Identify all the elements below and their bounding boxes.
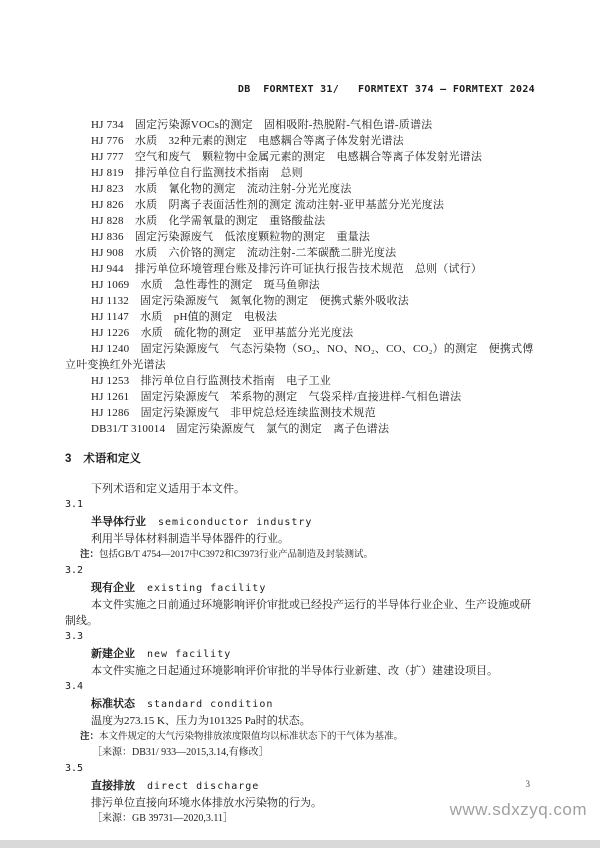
page-content [65,0,535,827]
term-name-zh: 新建企业 [91,648,135,660]
note-text: 本文件规定的大气污染物排放浓度限值均以标准状态下的干气体为基准。 [99,732,404,742]
term-title-line [65,645,535,663]
term-definition: 利用半导体材料制造半导体器件的行业。 [91,533,289,545]
term-3-4 [65,679,535,761]
reference-item: HJ 734 固定污染源VOCs的测定 固相吸附-热脱附-气相色谱-质谱法 [91,119,433,131]
note-label: 注： [80,731,100,742]
reference-item: HJ 836 固定污染源废气 低浓度颗粒物的测定 重量法 [91,231,371,243]
term-title-line [65,513,535,531]
reference-item: HJ 1286 固定污染源废气 非甲烷总烃连续监测技术规范 [91,407,376,419]
watermark-text: www.sdxzyq.com [449,800,587,819]
reference-item: DB31/T 310014 固定污染源废气 氯气的测定 离子色谱法 [91,423,390,435]
term-title-line [65,695,535,713]
term-name-en: semiconductor industry [158,517,313,528]
term-name-en: existing facility [147,583,267,594]
page-bottom-edge [0,840,600,848]
reference-item: HJ 1261 固定污染源废气 苯系物的测定 气袋采样/直接进样-气相色谱法 [91,391,462,403]
reference-item: HJ 1069 水质 急性毒性的测定 斑马鱼卵法 [91,279,320,291]
reference-item: HJ 1147 水质 pH值的测定 电极法 [91,311,278,323]
section-intro: 下列术语和定义适用于本文件。 [91,483,245,495]
term-name-en: standard condition [147,699,274,710]
term-definition: 本文件实施之日前通过环境影响评价审批或已经投产运行的半导体行业企业、生产设施或研制线。 [65,599,531,627]
term-name-zh: 现有企业 [91,582,135,594]
term-number: 3.3 [65,631,84,642]
term-note [65,547,535,563]
document-header [65,70,535,109]
term-title-line [65,579,535,597]
reference-item: HJ 826 水质 阴离子表面活性剂的测定 流动注射-亚甲基蓝分光光度法 [91,199,445,211]
reference-item: HJ 944 排污单位环境管理台账及排污许可证执行报告技术规范 总则（试行） [91,263,483,275]
reference-item: HJ 1253 排污单位自行监测技术指南 电子工业 [91,375,331,387]
term-source: ［来源：GB 39731—2020,3.11］ [92,813,234,824]
note-text: 包括GB/T 4754—2017中C3972和C3973行业产品制造及封装测试。 [99,550,374,560]
page-number: 3 [525,779,530,789]
section-number: 3 [65,453,72,465]
reference-item: HJ 819 排污单位自行监测技术指南 总则 [91,167,303,179]
term-title-line [65,777,535,795]
reference-item: HJ 1132 固定污染源废气 氮氧化物的测定 便携式紫外吸收法 [91,295,409,307]
reference-item: HJ 908 水质 六价铬的测定 流动注射-二苯碳酰二肼光度法 [91,247,397,259]
reference-item: HJ 777 空气和废气 颗粒物中金属元素的测定 电感耦合等离子体发射光谱法 [91,151,483,163]
normative-references-list [65,117,535,437]
term-number: 3.5 [65,763,84,774]
section-heading-terms-and-definitions [65,451,535,467]
term-3-2 [65,563,535,629]
term-name-en: direct discharge [147,781,260,792]
term-name-zh: 直接排放 [91,780,135,792]
term-number: 3.2 [65,565,84,576]
terms-list [65,497,535,827]
reference-item: HJ 828 水质 化学需氧量的测定 重铬酸盐法 [91,215,326,227]
reference-item: HJ 823 水质 氰化物的测定 流动注射-分光光度法 [91,183,352,195]
note-label: 注： [80,549,100,560]
term-name-zh: 标准状态 [91,698,135,710]
term-name-zh: 半导体行业 [91,516,146,528]
header-standard-number: DB FORMTEXT 31/ FORMTEXT 374 — FORMTEXT 2024 [237,84,535,95]
term-name-en: new facility [147,649,232,660]
term-definition: 本文件实施之日起通过环境影响评价审批的半导体行业新建、改（扩）建建设项目。 [91,665,498,677]
term-number: 3.4 [65,681,84,692]
section-title: 术语和定义 [83,453,141,465]
term-definition: 温度为273.15 K、压力为101325 Pa时的状态。 [91,715,311,727]
term-definition: 排污单位直接向环境水体排放水污染物的行为。 [91,797,322,809]
term-3-1 [65,497,535,563]
term-3-3 [65,629,535,679]
term-note [65,729,535,745]
reference-item: HJ 1240 固定污染源废气 气态污染物（SO₂、NO、NO₂、CO、CO₂）的测定 便携式傅立叶变换红外光谱法 [65,343,534,371]
term-number: 3.1 [65,499,84,510]
term-source: ［来源：DB31/ 933—2015,3.14,有修改］ [92,747,269,758]
reference-item: HJ 776 水质 32种元素的测定 电感耦合等离子体发射光谱法 [91,135,404,147]
reference-item: HJ 1226 水质 硫化物的测定 亚甲基蓝分光光度法 [91,327,354,339]
